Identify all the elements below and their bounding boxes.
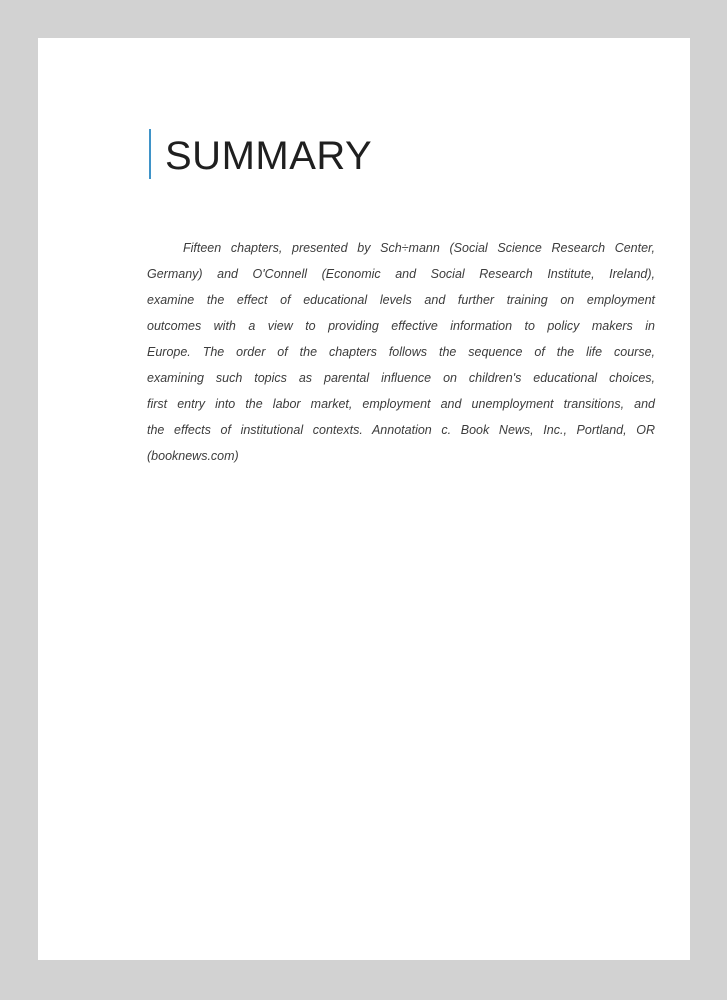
paragraph-line: (booknews.com) xyxy=(147,449,239,463)
paragraph-line: examining such topics as parental influence on children's educational choices, xyxy=(147,371,655,385)
page-title: SUMMARY xyxy=(165,134,373,178)
document-page xyxy=(38,38,690,960)
summary-paragraph xyxy=(147,235,655,469)
title-accent-bar xyxy=(149,129,151,179)
paragraph-line: Germany) and O'Connell (Economic and Social Research Institute, Ireland), xyxy=(147,267,655,281)
paragraph-line: first entry into the labor market, employment and unemployment transitions, and xyxy=(147,397,655,411)
paragraph-line: examine the effect of educational levels and further training on employment xyxy=(147,293,655,307)
paragraph-line: the effects of institutional contexts. Annotation c. Book News, Inc., Portland, OR xyxy=(147,423,655,437)
paragraph-line: Europe. The order of the chapters follows the sequence of the life course, xyxy=(147,345,655,359)
paragraph-line: outcomes with a view to providing effective information to policy makers in xyxy=(147,319,655,333)
paragraph-line: Fifteen chapters, presented by Sch÷mann (Social Science Research Center, xyxy=(183,241,655,255)
title-block xyxy=(149,129,372,179)
